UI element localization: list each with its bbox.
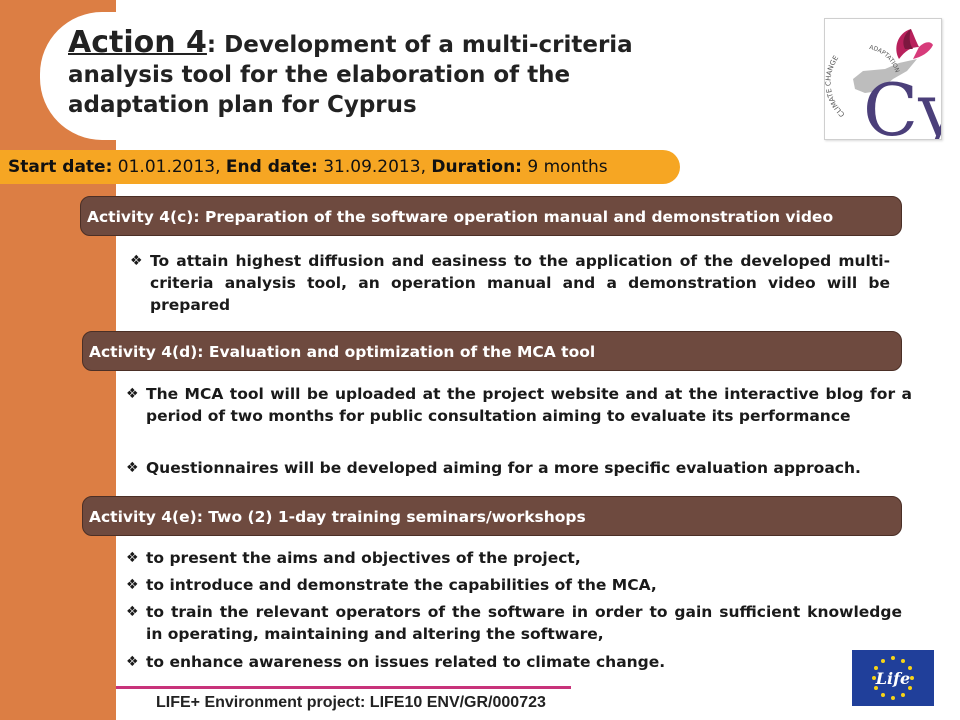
date-bar bbox=[0, 150, 680, 184]
start-date-label: Start date: bbox=[8, 157, 113, 177]
start-date-value: 01.01.2013, bbox=[112, 157, 226, 177]
bullet-item bbox=[130, 250, 890, 316]
duration-label: Duration: bbox=[431, 157, 522, 177]
bullet-text: to introduce and demonstrate the capabilities of the MCA, bbox=[146, 576, 657, 594]
page-title bbox=[68, 25, 688, 120]
cy-letters: Cy bbox=[863, 68, 941, 139]
bullet-text: to train the relevant operators of the software in order to gain sufficient knowledge in operating, maintaining and altering the software, bbox=[146, 603, 902, 643]
activity-heading-4c: Activity 4(c): Preparation of the software operation manual and demonstration video bbox=[80, 196, 902, 236]
end-date-value: 31.09.2013, bbox=[317, 157, 432, 177]
bullet-text: to enhance awareness on issues related to climate change. bbox=[146, 653, 666, 671]
diamond-bullet-icon: ❖ bbox=[126, 654, 139, 670]
eu-stars-icon bbox=[852, 650, 934, 706]
bullet-item bbox=[126, 547, 912, 569]
title-colon: : bbox=[206, 32, 217, 58]
diamond-bullet-icon: ❖ bbox=[126, 386, 139, 402]
footer-divider bbox=[116, 686, 571, 689]
duration-value: 9 months bbox=[521, 157, 608, 177]
bullet-text: Questionnaires will be developed aiming for a more specific evaluation approach. bbox=[146, 459, 861, 477]
arc-text-right: ADAPTATION bbox=[868, 44, 901, 74]
action-label: Action 4 bbox=[68, 25, 207, 60]
end-date-label: End date: bbox=[225, 157, 318, 177]
diamond-bullet-icon: ❖ bbox=[126, 577, 139, 593]
activity-heading-4d: Activity 4(d): Evaluation and optimization of the MCA tool bbox=[82, 331, 902, 371]
diamond-bullet-icon: ❖ bbox=[126, 604, 139, 620]
bullet-text: The MCA tool will be uploaded at the project website and at the interactive blog for a period of two months for public consultation aiming to evaluate its performance bbox=[146, 385, 912, 425]
activity-heading-4e: Activity 4(e): Two (2) 1-day training seminars/workshops bbox=[82, 496, 902, 536]
diamond-bullet-icon: ❖ bbox=[126, 550, 139, 566]
footer-project-id: LIFE+ Environment project: LIFE10 ENV/GR/000723 bbox=[156, 694, 546, 711]
bullet-item bbox=[126, 651, 846, 673]
diamond-bullet-icon: ❖ bbox=[126, 460, 139, 476]
arc-text-left: CLIMATE CHANGE bbox=[825, 54, 847, 119]
bullet-item bbox=[126, 457, 936, 479]
diamond-bullet-icon: ❖ bbox=[130, 253, 143, 269]
title-text: Development of a multi-criteria analysis tool for the elaboration of the adaptation plan for Cyprus bbox=[68, 32, 633, 118]
eu-life-logo bbox=[852, 650, 934, 706]
life-logo-text: Life bbox=[875, 669, 911, 688]
bullet-text: To attain highest diffusion and easiness to the application of the developed multi-criteria analysis tool, an operation manual and a demonstration video will be prepared bbox=[150, 252, 890, 314]
climate-change-adaptation-logo bbox=[824, 18, 942, 140]
bullet-item bbox=[126, 601, 902, 645]
bullet-item bbox=[126, 383, 912, 427]
bullet-text: to present the aims and objectives of the project, bbox=[146, 549, 581, 567]
cy-logo-graphic bbox=[825, 19, 941, 139]
bullet-item bbox=[126, 574, 912, 596]
